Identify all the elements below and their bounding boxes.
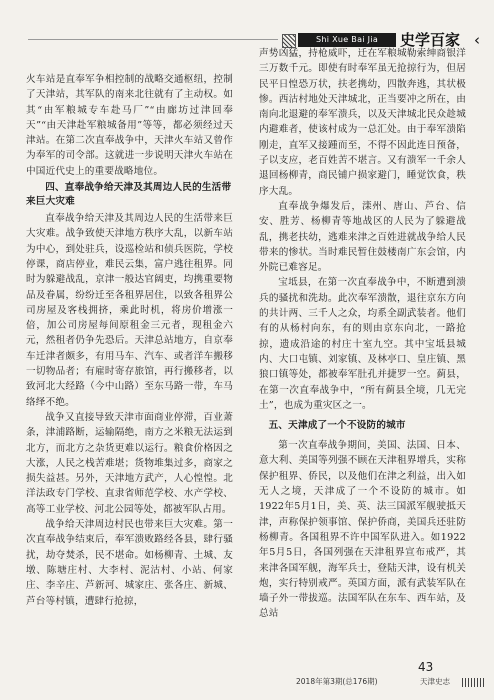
journal-brand: 天津史志 bbox=[420, 677, 450, 686]
paragraph: 直奉战争爆发后，滦州、唐山、芦台、信安、胜芳、杨柳青等地战区的人民为了躲避战乱，携老扶幼，逃难来津之百姓进就战争给人民带来的惨状。当时难民暂住鼓楼南广东会馆，内外院已难容足。 bbox=[259, 200, 466, 274]
paragraph: 宝坻县，在第一次直奉战争中，不断遭到溃兵的骚扰和洗劫。此次奉军溃散，退往京东方向的共计两、三千人之众，均系全副武装者。他们有的从杨村向东，有的则由京东向北，一路抢掠，遗成沿途的村庄十室九空。其中宝坻县城内、大口屯镇、刘家镇、及林亭口、皇庄镇、黑狼口镇等处，都被奉军肚孔并捷罗一空。蓟县，在第一次直奉战争中，“所有蓟县全境，几无完土”，也成为重灾区之一。 bbox=[259, 277, 466, 411]
header-section-en: Shi Xue Bai Jia bbox=[298, 33, 396, 47]
paragraph: 战争给天津周边村民也带来巨大灾难。第一次直奉战争结束后，奉军溃败路经各县，肆行骚扰，劫夺焚杀，民不堪命。如杨柳青、土城、友墩、陈塘庄村、大李村、泥沽村、小站、何家庄、李辛庄、芦新河、城家庄、张各庄、新城、芦台等村镇，遭肆行抢掠， bbox=[26, 519, 233, 607]
page-header bbox=[0, 14, 494, 49]
section-heading-4: 四、直奉战争给天津及其周边人民的生活带来巨大灾难 bbox=[26, 182, 232, 208]
right-column bbox=[259, 46, 466, 622]
chevron-left-icon: ‹ bbox=[474, 31, 480, 49]
paragraph: 声势凶猛，持枪威吓，迁在军粮城勒索绅商银洋三万数千元。即使有时奉军虽无抢掠行为，但居民平日惶恐万状，扶老携幼，四散奔逃，其状极惨。西沽村地处天津城北，正当要冲之所在，由南向北退避的奉军溃兵，以及天津城北民众趁城内避难者，使该村成为一总汇处。由于奉军溃陷刚走，直军又接踵而至，不得不因此连日预备，子以支应，老百姓苦不堪言。又有溃军一千余人退回杨柳青，商民铺户损家避门，睡觉饮食，秩序大乱。 bbox=[259, 48, 466, 197]
issue-label: 2018年第3期(总176期) bbox=[296, 677, 378, 686]
section-heading-5: 五、天津成了一个不设防的城市 bbox=[268, 420, 406, 432]
paragraph: 直奉战争给天津及其周边人民的生活带来巨大灾难。战争致使天津地方秩序大乱，以新车站为中心，到处驻兵，设巡检站和侦兵医院，学校停课，商店停业，难民云集，富户逃往租界。同时为躲避战乱，京津一般达官阔吏，均携重要物品及眷属，纷纷迁至各租界居住，以致各租界公司房屋及客栈拥挤，乘此时机，将房价增涨一倍，加公司房屋每间原租金三元者，现租金六元，然租者仍争先恐后。天津总站地方，自京奉车迁津者颇多，有用马车、汽车、或者洋车搬移一切物品者；有雇时寄存旅馆，再行搬移者，以致河北大经路（今中山路）至东马路一带，车马络绎不绝。 bbox=[26, 213, 233, 408]
paragraph: 火车站是直奉军争相控制的战略交通枢纽，控制了天津站，其军队的南来北往就有了主动权。如其“由军粮城专车赴马厂”“由廊坊过津回奉天”“由天津赴军粮城备用”等等，都必须经过天津站。在第二次直奉战争中，天津火车站又曾作为奉军的司令部。这就进一步说明天津火车站在中国近代史上的重要战略地位。 bbox=[26, 74, 233, 177]
footer-stripes-icon bbox=[462, 678, 484, 687]
left-column bbox=[26, 72, 233, 609]
header-rule bbox=[28, 39, 278, 40]
page-number: 43 bbox=[418, 660, 434, 674]
paragraph: 战争又直接导致天津市面商业停滞，百业萧条，津浦路断，运输隔绝，南方之米粮无法运到北方，而北方之杂货更难以运行。粮食价格因之大涨，人民之栈苦难堪；货物堆集过多，商家之损失益甚。另外，天津地方武产，人心惶惶。北洋法政专门学校、直隶省师范学校、水产学校、高等工业学校、河北公园等处，都被军队占用。 bbox=[26, 411, 233, 515]
paragraph: 第一次直奉战争期间，美国、法国、日本、意大利、美国等列强不顾在天津租界增兵，实称保护租界、侨民，以及他们在津之利益，出入如无人之境，天津成了一个不设防的城市。如1922年5月1日，美、英、法三国派军舰驶抵天津，声称保护领事馆、保护侨商，美国兵还驻防杨柳青。各国租界不许中国军队进入。如1922年5月5日，各国列强在天津租界宣布戒严，其来津各国军舰，海军兵士，登陆天津，设有机关炮，实行特别戒严。英国方面，派有武装军队在墙子外一带拔巡。法国军队在东车、西车站，及总站 bbox=[259, 440, 466, 620]
header-section-title: 史学百家 bbox=[400, 31, 461, 49]
